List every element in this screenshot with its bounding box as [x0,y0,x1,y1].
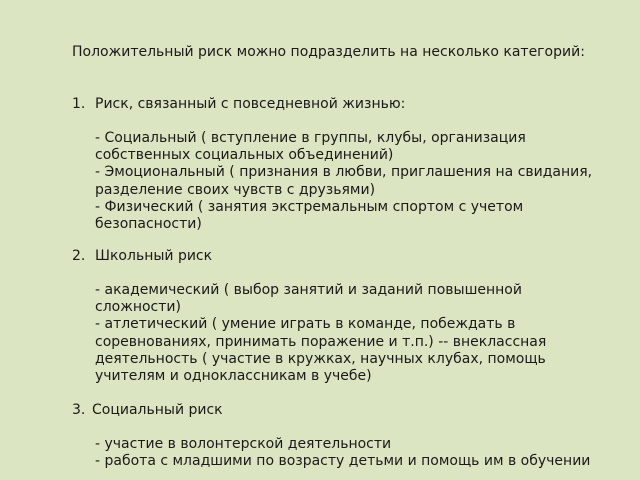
section-1-items [95,130,595,233]
section-2-heading [72,248,612,265]
section-2-item-athletic: - атлетический ( умение играть в команде, побеждать в соревнованиях, принимать поражение и т.п.) -- внеклассная деятельность ( участие в кружках, научных клубах, помощь учителям и одноклассникам в учебе) [95,316,547,385]
section-2-number: 2. [72,248,86,264]
section-3-heading [72,402,612,419]
section-3-item-volunteer: - участие в волонтерской деятельности [95,436,392,452]
section-2-title: Школьный риск [95,248,213,264]
section-2-items [95,282,595,385]
section-1-number: 1. [72,96,86,112]
section-3-title: Социальный риск [92,402,223,418]
section-1-title: Риск, связанный с повседневной жизнью: [95,96,406,112]
section-1-heading [72,96,612,113]
section-3-number: 3. [72,402,86,418]
intro-text: Положительный риск можно подразделить на несколько категорий: [72,44,585,60]
section-1-item-emotional: - Эмоциональный ( признания в любви, приглашения на свидания, разделение своих чувств с друзьями) [95,164,593,198]
section-3-items [95,436,595,470]
section-2-item-academic: - академический ( выбор занятий и заданий повышенной сложности) [95,282,522,316]
section-1-item-social: - Социальный ( вступление в группы, клубы, организация собственных социальных объединений) [95,130,526,164]
section-3-item-mentoring: - работа с младшими по возрасту детьми и помощь им в обучении [95,453,591,470]
section-1-item-physical: - Физический ( занятия экстремальным спортом с учетом безопасности) [95,198,524,233]
